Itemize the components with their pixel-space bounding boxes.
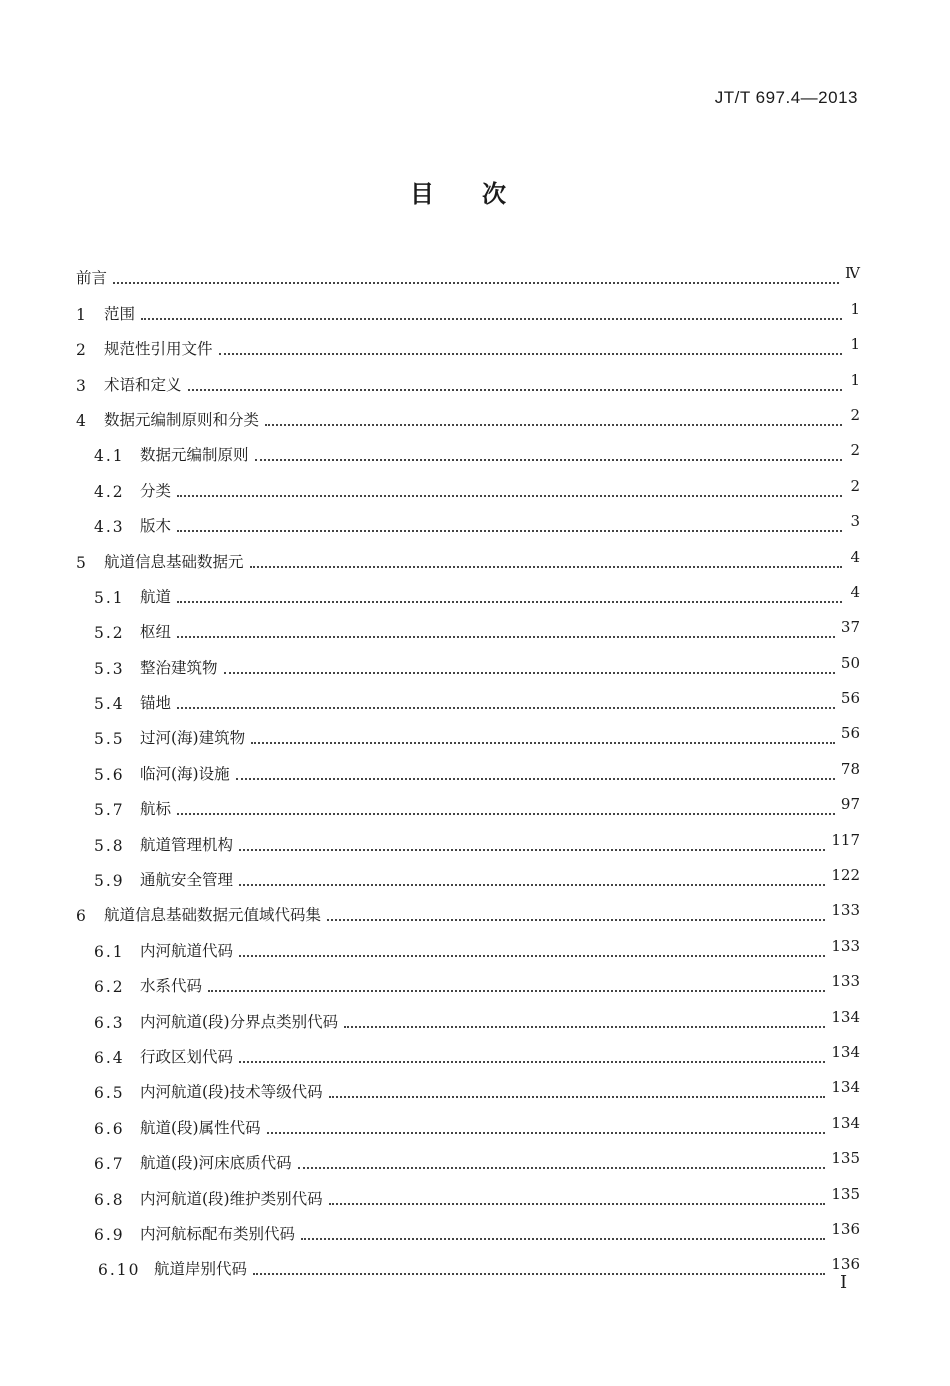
dot-leader	[236, 768, 835, 780]
toc-entry[interactable]	[76, 1102, 860, 1137]
toc-entry-label: 分类	[140, 481, 172, 500]
toc-entry-label: 整治建筑物	[140, 658, 218, 677]
dot-leader	[265, 414, 842, 426]
toc-entry[interactable]	[76, 324, 860, 359]
toc-entry-label: 过河(海)建筑物	[140, 729, 246, 748]
toc-entry-number: 3	[76, 376, 86, 395]
toc-entry-page: 134	[831, 1007, 860, 1026]
toc-entry-page: 136	[831, 1219, 860, 1238]
toc-entry[interactable]	[76, 395, 860, 430]
toc-entry-label: 枢纽	[140, 623, 172, 642]
toc-entry-number: 6.1	[94, 942, 125, 961]
toc-entry-number: 6.2	[94, 978, 125, 997]
toc-entry-number: 6.5	[94, 1084, 125, 1103]
toc-entry-label: 通航安全管理	[140, 871, 234, 890]
toc-entry-label: 航道信息基础数据元值域代码集	[104, 906, 322, 925]
toc-entry-label: 数据元编制原则	[140, 446, 249, 465]
toc-entry-page: 122	[831, 866, 860, 885]
toc-entry[interactable]	[76, 536, 860, 571]
toc-entry-label: 内河航道(段)分界点类别代码	[140, 1012, 339, 1031]
toc-entry[interactable]	[76, 430, 860, 465]
dot-leader	[250, 556, 842, 568]
toc-entry-label: 临河(海)设施	[140, 764, 230, 783]
toc-entry[interactable]	[76, 501, 860, 536]
toc-entry[interactable]	[76, 465, 860, 500]
toc-entry-page: 136	[831, 1255, 860, 1274]
toc-entry-label: 航标	[140, 800, 172, 819]
dot-leader	[177, 803, 835, 815]
toc-entry[interactable]	[76, 890, 860, 925]
toc-entry[interactable]	[76, 996, 860, 1031]
toc-entry-page: 56	[840, 724, 860, 743]
toc-entry[interactable]	[76, 1209, 860, 1244]
toc-entry-number: 5.3	[94, 659, 125, 678]
toc-entry-page: 1	[850, 299, 860, 318]
dot-leader	[267, 1122, 826, 1134]
toc-entry[interactable]	[76, 288, 860, 323]
toc-entry-label: 内河航标配布类别代码	[140, 1224, 296, 1243]
toc-entry-page: 2	[850, 441, 860, 460]
toc-entry-page: 135	[831, 1149, 860, 1168]
toc-entry-page: 133	[831, 972, 860, 991]
toc-entry-page: 3	[850, 512, 860, 531]
toc-entry-number: 6.3	[94, 1013, 125, 1032]
toc-entry-label: 航道信息基础数据元	[104, 552, 244, 571]
toc-entry-number: 6.6	[94, 1119, 125, 1138]
dot-leader	[301, 1228, 825, 1240]
toc-entry-page: 4	[850, 582, 860, 601]
toc-entry-number: 5.1	[94, 588, 125, 607]
dot-leader	[329, 1193, 826, 1205]
toc-entry-label: 版木	[140, 517, 172, 536]
toc-entry-label: 内河航道(段)维护类别代码	[140, 1189, 323, 1208]
toc-entry-label: 范围	[104, 304, 136, 323]
toc-entry-label: 航道管理机构	[140, 835, 234, 854]
toc-entry-number: 5.6	[94, 765, 125, 784]
dot-leader	[251, 732, 835, 744]
dot-leader	[329, 1086, 826, 1098]
toc-entry-page: 50	[840, 653, 860, 672]
dot-leader	[177, 520, 842, 532]
toc-entry-number: 2	[76, 341, 86, 360]
toc-entry-number: 4.2	[94, 482, 125, 501]
toc-entry[interactable]	[76, 1032, 860, 1067]
toc-entry-label: 规范性引用文件	[104, 340, 213, 359]
page-folio: I	[840, 1272, 848, 1293]
toc-entry-label: 航道岸别代码	[154, 1260, 248, 1279]
dot-leader	[177, 485, 842, 497]
dot-leader	[327, 909, 825, 921]
dot-leader	[113, 272, 839, 284]
toc-entry-number: 6.9	[94, 1225, 125, 1244]
toc-entry[interactable]	[76, 642, 860, 677]
toc-entry-label: 锚地	[140, 694, 172, 713]
table-of-contents	[76, 253, 860, 1279]
toc-title: 目次	[410, 180, 554, 208]
dot-leader	[141, 308, 842, 320]
toc-entry[interactable]	[76, 1067, 860, 1102]
toc-entry[interactable]	[76, 1138, 860, 1173]
toc-entry-number: 5.4	[94, 695, 125, 714]
toc-entry-page: 134	[831, 1113, 860, 1132]
toc-entry-page: 78	[840, 759, 860, 778]
toc-entry-number: 6.7	[94, 1155, 125, 1174]
dot-leader	[177, 697, 835, 709]
toc-entry-label: 术语和定义	[104, 375, 182, 394]
toc-entry-page: 1	[850, 335, 860, 354]
toc-entry-page: 2	[850, 476, 860, 495]
dot-leader	[253, 1263, 825, 1275]
toc-entry[interactable]	[76, 748, 860, 783]
toc-entry-page: 4	[850, 547, 860, 566]
toc-entry-number: 1	[76, 305, 86, 324]
toc-entry[interactable]	[76, 572, 860, 607]
dot-leader	[208, 980, 825, 992]
toc-entry[interactable]	[76, 1244, 860, 1279]
standard-code: JT/T 697.4—2013	[714, 88, 858, 107]
toc-entry[interactable]	[76, 784, 860, 819]
toc-entry-page: 37	[840, 618, 860, 637]
toc-entry[interactable]	[76, 961, 860, 996]
toc-entry-label: 水系代码	[140, 977, 203, 996]
toc-entry[interactable]	[76, 925, 860, 960]
dot-leader	[224, 662, 835, 674]
toc-entry-label: 数据元编制原则和分类	[104, 410, 260, 429]
toc-entry-page: 135	[831, 1184, 860, 1203]
toc-entry-page: 134	[831, 1042, 860, 1061]
toc-entry-label: 前言	[76, 269, 108, 288]
toc-entry-label: 航道(段)河床底质代码	[140, 1154, 292, 1173]
toc-entry-label: 航道(段)属性代码	[140, 1118, 261, 1137]
toc-entry-page: 97	[840, 795, 860, 814]
toc-entry-number: 6.4	[94, 1048, 125, 1067]
toc-entry-page: Ⅳ	[845, 264, 860, 283]
toc-entry-number: 5	[76, 553, 86, 572]
toc-entry-page: 134	[831, 1078, 860, 1097]
toc-entry-page: 133	[831, 901, 860, 920]
dot-leader	[255, 449, 842, 461]
dot-leader	[177, 591, 842, 603]
dot-leader	[239, 1051, 825, 1063]
dot-leader	[298, 1157, 826, 1169]
toc-entry[interactable]	[76, 607, 860, 642]
toc-entry[interactable]	[76, 359, 860, 394]
toc-entry[interactable]	[76, 713, 860, 748]
toc-entry-page: 2	[850, 405, 860, 424]
toc-entry-number: 4.1	[94, 447, 125, 466]
toc-entry-number: 6.10	[98, 1261, 141, 1280]
toc-entry-label: 内河航道(段)技术等级代码	[140, 1083, 323, 1102]
toc-entry-number: 6.8	[94, 1190, 125, 1209]
toc-entry-label: 内河航道代码	[140, 941, 234, 960]
toc-entry-number: 4.3	[94, 518, 125, 537]
dot-leader	[344, 1016, 825, 1028]
toc-entry-page: 133	[831, 936, 860, 955]
dot-leader	[239, 839, 825, 851]
dot-leader	[177, 626, 835, 638]
toc-entry-label: 行政区划代码	[140, 1047, 234, 1066]
toc-entry-number: 5.2	[94, 624, 125, 643]
toc-entry-number: 6	[76, 907, 86, 926]
dot-leader	[188, 379, 842, 391]
dot-leader	[219, 343, 842, 355]
toc-entry-page: 56	[840, 689, 860, 708]
toc-entry-page: 117	[831, 830, 860, 849]
toc-entry-number: 5.7	[94, 801, 125, 820]
toc-entry-page: 1	[850, 370, 860, 389]
dot-leader	[239, 945, 825, 957]
toc-entry-number: 5.8	[94, 836, 125, 855]
dot-leader	[239, 874, 825, 886]
toc-entry-number: 4	[76, 411, 86, 430]
toc-entry[interactable]	[76, 819, 860, 854]
toc-entry[interactable]	[76, 253, 860, 288]
toc-entry[interactable]	[76, 1173, 860, 1208]
toc-entry-number: 5.5	[94, 730, 125, 749]
toc-entry-number: 5.9	[94, 872, 125, 891]
toc-entry-label: 航道	[140, 587, 172, 606]
toc-entry[interactable]	[76, 678, 860, 713]
toc-entry[interactable]	[76, 855, 860, 890]
